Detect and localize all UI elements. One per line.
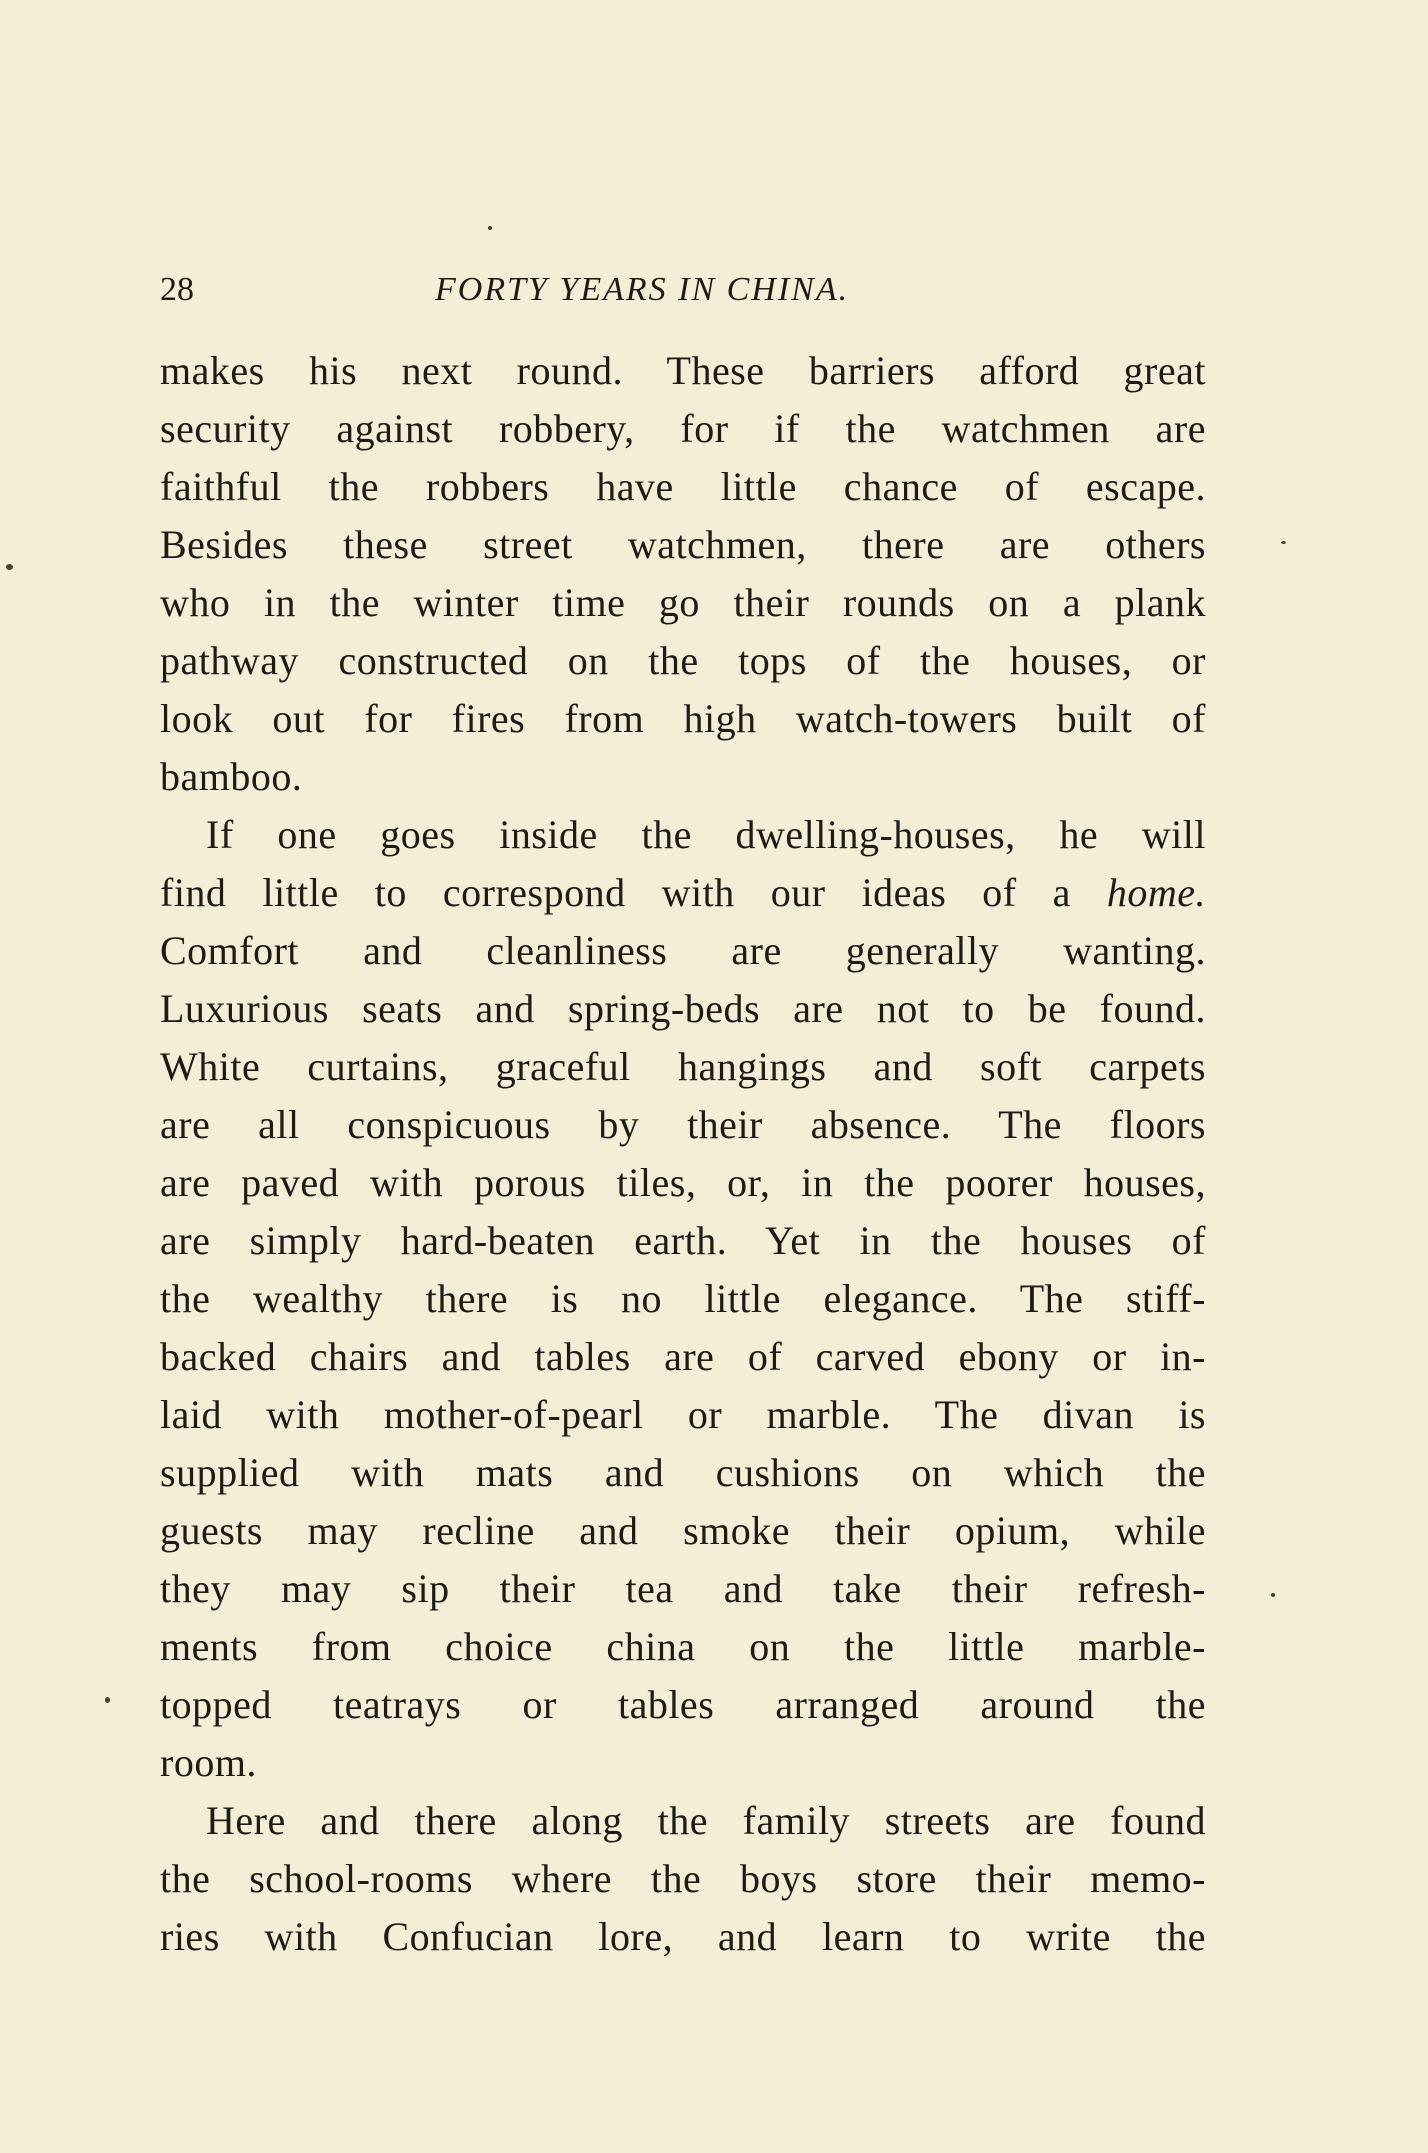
text-line-content: faithful the robbers have little chance of escape. — [160, 464, 1206, 509]
text-line-content: makes his next round. These barriers afford great — [160, 348, 1206, 393]
text-line — [160, 1444, 1206, 1502]
body-text — [160, 342, 1206, 1966]
text-line — [160, 1328, 1206, 1386]
text-line — [160, 1908, 1206, 1966]
text-line-content: who in the winter time go their rounds on a plank — [160, 580, 1206, 625]
ink-speck — [488, 226, 492, 230]
text-line-content: Comfort and cleanliness are generally wanting. — [160, 928, 1206, 973]
text-line-content: ments from choice china on the little marble- — [160, 1624, 1206, 1669]
text-line-content: pathway constructed on the tops of the houses, or — [160, 638, 1206, 683]
ink-speck — [6, 564, 13, 570]
running-title: FORTY YEARS IN CHINA. — [435, 271, 850, 308]
text-line — [160, 1096, 1206, 1154]
text-line-content: Luxurious seats and spring-beds are not to be found. — [160, 986, 1206, 1031]
ink-speck — [1271, 1593, 1275, 1597]
text-line-content: they may sip their tea and take their refresh- — [160, 1566, 1206, 1611]
text-line-content: room. — [160, 1740, 257, 1785]
text-line — [160, 1502, 1206, 1560]
text-line — [160, 690, 1206, 748]
text-line-content: the wealthy there is no little elegance. The stiff- — [160, 1276, 1206, 1321]
text-line-content: If one goes inside the dwelling-houses, he will — [206, 812, 1206, 857]
text-line — [160, 458, 1206, 516]
ink-speck — [105, 1697, 110, 1703]
text-line-content: are paved with porous tiles, or, in the poorer houses, — [160, 1160, 1206, 1205]
text-line — [160, 806, 1206, 864]
text-line-content: the school-rooms where the boys store their memo- — [160, 1856, 1206, 1901]
text-line — [160, 922, 1206, 980]
text-line — [160, 1734, 1206, 1792]
text-line-content: find little to correspond with our ideas of a — [160, 870, 1107, 915]
text-line — [160, 1560, 1206, 1618]
text-line — [160, 574, 1206, 632]
text-line-content: guests may recline and smoke their opium, while — [160, 1508, 1206, 1553]
text-line — [160, 632, 1206, 690]
text-line — [160, 1270, 1206, 1328]
text-line — [160, 1212, 1206, 1270]
text-line-content: supplied with mats and cushions on which the — [160, 1450, 1206, 1495]
text-line — [160, 864, 1206, 922]
text-line-content: are all conspicuous by their absence. The floors — [160, 1102, 1206, 1147]
text-line — [160, 1850, 1206, 1908]
text-line-content: backed chairs and tables are of carved ebony or in- — [160, 1334, 1206, 1379]
text-line — [160, 400, 1206, 458]
text-line — [160, 1386, 1206, 1444]
text-line-content: topped teatrays or tables arranged around the — [160, 1682, 1206, 1727]
text-line-content: White curtains, graceful hangings and soft carpets — [160, 1044, 1206, 1089]
text-line-content: Besides these street watchmen, there are others — [160, 522, 1206, 567]
page-number: 28 — [160, 271, 194, 308]
text-line-content: are simply hard-beaten earth. Yet in the houses of — [160, 1218, 1206, 1263]
text-line-content: Here and there along the family streets are found — [206, 1798, 1206, 1843]
text-line-content: laid with mother-of-pearl or marble. The divan is — [160, 1392, 1206, 1437]
text-line — [160, 1618, 1206, 1676]
text-line — [160, 1676, 1206, 1734]
text-line — [160, 1038, 1206, 1096]
italic-word: home. — [1106, 870, 1206, 915]
text-line-content: look out for fires from high watch-towers built of — [160, 696, 1206, 741]
text-line — [160, 980, 1206, 1038]
text-line — [160, 342, 1206, 400]
text-line-content: ries with Confucian lore, and learn to write the — [160, 1914, 1206, 1959]
text-line — [160, 1792, 1206, 1850]
text-line — [160, 748, 1206, 806]
text-line — [160, 516, 1206, 574]
running-head — [160, 265, 1210, 315]
ink-speck — [1281, 541, 1286, 544]
text-line-content: bamboo. — [160, 754, 303, 799]
text-line — [160, 1154, 1206, 1212]
text-line-content: security against robbery, for if the watchmen are — [160, 406, 1206, 451]
